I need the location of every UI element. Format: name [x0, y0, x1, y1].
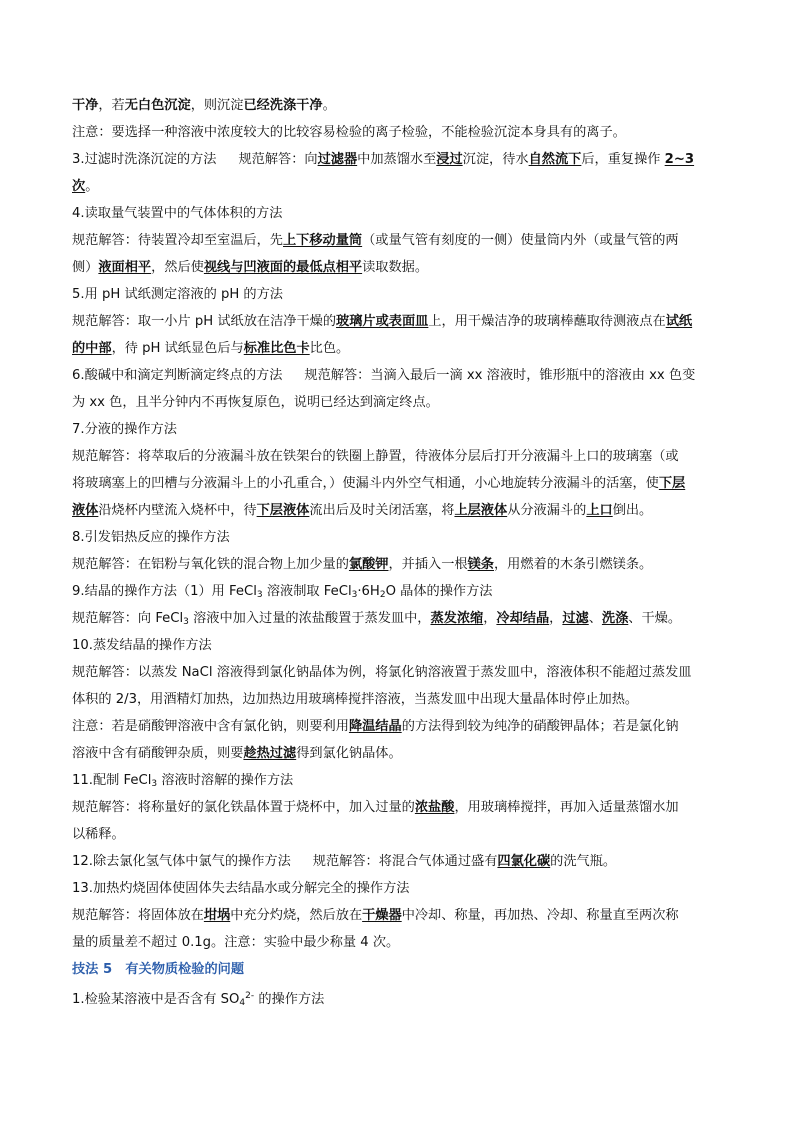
text-run: 7.分液的操作方法	[72, 422, 177, 437]
text-line	[72, 200, 722, 227]
text-line	[72, 875, 722, 902]
text-run: 溶液中加入过量的浓盐酸置于蒸发皿中，	[188, 611, 431, 626]
text-run: ，用燃着的木条引燃镁条。	[494, 557, 653, 572]
text-run: 体积的 2/3，用酒精灯加热，边加热边用玻璃棒搅拌溶液，当蒸发皿中出现大量晶体时停止加热。	[72, 692, 639, 707]
text-line	[72, 821, 722, 848]
text-line	[72, 551, 722, 578]
text-line	[72, 92, 722, 119]
text-run: 规范解答：向	[238, 152, 318, 167]
text-run: 下层	[658, 476, 686, 491]
text-run: 比色。	[309, 341, 350, 356]
text-run: 注意：要选择一种溶液中浓度较大的比较容易检验的离子检验，不能检验沉淀本身具有的离子。	[72, 125, 626, 140]
text-run: 12.除去氯化氢气体中氯气的操作方法	[72, 854, 291, 869]
text-run: 规范解答：在铝粉与氧化铁的混合物上加少量的	[72, 557, 349, 572]
text-run: 规范解答：以蒸发 NaCl 溶液得到氯化钠晶体为例，将氯化钠溶液置于蒸发皿中，溶液体积不能超过蒸发皿	[72, 665, 692, 680]
text-run: ，然后使	[151, 260, 204, 275]
text-line	[72, 308, 722, 335]
text-line	[72, 686, 722, 713]
text-line	[72, 902, 722, 929]
text-run: 玻璃片或表面皿	[336, 314, 429, 329]
text-line	[72, 794, 722, 821]
text-run: 四氯化碳	[497, 854, 551, 869]
text-run: 规范解答：待装置冷却至室温后，先	[72, 233, 283, 248]
text-run: 倒出。	[612, 503, 653, 518]
text-line	[72, 740, 722, 767]
text-run: 以稀释。	[72, 827, 125, 842]
text-run: 流出后及时关闭活塞，将	[309, 503, 455, 518]
text-run: 沉淀，待水	[462, 152, 529, 167]
text-line	[72, 416, 722, 443]
text-run: 注意：若是硝酸钾溶液中含有氯化钠，则要利用	[72, 719, 349, 734]
text-run: ·6H	[357, 584, 380, 599]
text-line	[72, 713, 722, 740]
text-line	[72, 605, 722, 632]
text-line	[72, 362, 722, 389]
text-run: 规范解答：当滴入最后一滴 xx 溶液时，锥形瓶中的溶液由 xx 色变	[304, 368, 696, 383]
text-run: ，待 pH 试纸显色后与	[111, 341, 244, 356]
text-run: 上，用干燥洁净的玻璃棒蘸取待测液点在	[428, 314, 666, 329]
text-line	[72, 524, 722, 551]
text-run: 溶液时溶解的操作方法	[157, 773, 294, 788]
text-run: 试纸	[665, 314, 693, 329]
text-run: 冷却结晶	[496, 611, 550, 626]
text-line	[72, 659, 722, 686]
text-run: 侧）	[72, 260, 99, 275]
text-run: 浓盐酸	[414, 800, 455, 815]
text-run: 干燥器	[362, 908, 402, 923]
text-run: 干净	[72, 98, 99, 113]
text-run: 。	[322, 98, 336, 113]
text-run: 3	[351, 590, 358, 600]
text-run: 上下移动量筒	[283, 233, 363, 248]
text-run: 降温结晶	[348, 719, 402, 734]
text-run: 规范解答：向 FeCl	[72, 611, 184, 626]
text-run: 上层液体	[454, 503, 508, 518]
text-line	[72, 443, 722, 470]
text-run: 1.检验某溶液中是否含有 SO	[72, 992, 240, 1007]
text-run: 的洗气瓶。	[550, 854, 617, 869]
text-run: 沿烧杯内壁流入烧杯中，待	[98, 503, 257, 518]
text-run: ，	[549, 611, 563, 626]
text-run: ，则沉淀	[190, 98, 244, 113]
text-run: 溶液制取 FeCl	[262, 584, 352, 599]
text-line	[72, 389, 722, 416]
text-line	[72, 848, 722, 875]
text-line	[72, 983, 722, 1010]
text-run: O 晶体的操作方法	[385, 584, 493, 599]
text-run: 3	[256, 590, 263, 600]
text-run: 下层液体	[256, 503, 310, 518]
text-run: 的操作方法	[254, 992, 325, 1007]
text-run: 规范解答：将混合气体通过盛有	[312, 854, 498, 869]
text-run: 5.用 pH 试纸测定溶液的 pH 的方法	[72, 287, 283, 302]
text-run: 9.结晶的操作方法（1）用 FeCl	[72, 584, 257, 599]
text-line	[72, 254, 722, 281]
text-run: 过滤	[562, 611, 589, 626]
document-page	[72, 92, 722, 1010]
text-run: 液体	[72, 503, 99, 518]
text-run: 规范解答：取一小片 pH 试纸放在洁净干燥的	[72, 314, 337, 329]
text-run: 量的质量差不超过 0.1g。注意：实验中最少称量 4 次。	[72, 935, 400, 950]
text-run: ，若	[98, 98, 125, 113]
text-run: 3	[151, 779, 158, 789]
text-line	[72, 335, 722, 362]
text-run: 液面相平	[98, 260, 152, 275]
text-run: 的中部	[72, 341, 112, 356]
text-run: 3.过滤时洗涤沉淀的方法	[72, 152, 217, 167]
text-run: 中加蒸馏水至	[357, 152, 437, 167]
text-line	[72, 470, 722, 497]
text-run: 4	[239, 998, 246, 1008]
text-line	[72, 281, 722, 308]
text-run: 2	[379, 590, 386, 600]
text-run: （或量气管有刻度的一侧）使量筒内外（或量气管的两	[362, 233, 679, 248]
text-run: 坩埚	[203, 908, 231, 923]
text-run: ，并插入一根	[388, 557, 468, 572]
text-run: 蒸发浓缩	[430, 611, 484, 626]
text-line	[72, 227, 722, 254]
text-run: 溶液中含有硝酸钾杂质，则要	[72, 746, 244, 761]
section-heading: 技法 5 有关物质检验的问题	[72, 962, 245, 977]
text-run: 浸过	[436, 152, 463, 167]
text-run: 得到氯化钠晶体。	[296, 746, 402, 761]
text-run: 氯酸钾	[348, 557, 389, 572]
text-run: 6.酸碱中和滴定判断滴定终点的方法	[72, 368, 283, 383]
text-run: 读取数据。	[362, 260, 429, 275]
text-line	[72, 956, 722, 983]
text-line	[72, 119, 722, 146]
text-run: 从分液漏斗的	[507, 503, 587, 518]
text-run: 4.读取量气装置中的气体体积的方法	[72, 206, 283, 221]
text-run: 2-	[245, 991, 255, 1001]
text-run: 规范解答：将称量好的氯化铁晶体置于烧杯中，加入过量的	[72, 800, 415, 815]
text-run: 上口	[586, 503, 613, 518]
text-run: 镁条	[467, 557, 494, 572]
text-run: 趁热过滤	[243, 746, 297, 761]
text-run: 次	[72, 179, 86, 194]
text-run: 2~3	[664, 152, 695, 167]
text-line	[72, 497, 722, 524]
text-line	[72, 578, 722, 605]
text-run: 视线与凹液面的最低点相平	[203, 260, 363, 275]
text-run: 过滤器	[317, 152, 358, 167]
text-run: 已经洗涤干净	[243, 98, 323, 113]
text-run: 。	[85, 179, 99, 194]
text-run: 将玻璃塞上的凹槽与分液漏斗上的小孔重合，）使漏斗内外空气相通，小心地旋转分液漏斗的活塞，使	[72, 476, 659, 491]
text-run: 、	[588, 611, 602, 626]
text-run: 中充分灼烧，然后放在	[230, 908, 363, 923]
text-run: 规范解答：将固体放在	[72, 908, 204, 923]
text-run: 中冷却、称量，再加热、冷却、称量直至两次称	[401, 908, 679, 923]
text-line	[72, 146, 722, 173]
text-run: 自然流下	[528, 152, 582, 167]
text-run: 13.加热灼烧固体使固体失去结晶水或分解完全的操作方法	[72, 881, 410, 896]
text-run: 洗涤	[601, 611, 629, 626]
text-line	[72, 767, 722, 794]
text-run: ，用玻璃棒搅拌，再加入适量蒸馏水加	[454, 800, 679, 815]
text-run: ，	[483, 611, 497, 626]
text-run: 无白色沉淀	[124, 98, 191, 113]
text-line	[72, 173, 722, 200]
text-run: 、干燥。	[628, 611, 682, 626]
text-run: 标准比色卡	[243, 341, 310, 356]
text-run: 为 xx 色，且半分钟内不再恢复原色，说明已经达到滴定终点。	[72, 395, 439, 410]
text-run: 后，重复操作	[581, 152, 665, 167]
text-run: 11.配制 FeCl	[72, 773, 152, 788]
text-run: 3	[183, 617, 189, 627]
text-run: 8.引发铝热反应的操作方法	[72, 530, 230, 545]
text-line	[72, 929, 722, 956]
text-line	[72, 632, 722, 659]
text-run: 规范解答：将萃取后的分液漏斗放在铁架台的铁圈上静置，待液体分层后打开分液漏斗上口的玻璃塞（或	[72, 449, 679, 464]
text-run: 的方法得到较为纯净的硝酸钾晶体；若是氯化钠	[401, 719, 679, 734]
text-run: 10.蒸发结晶的操作方法	[72, 638, 212, 653]
